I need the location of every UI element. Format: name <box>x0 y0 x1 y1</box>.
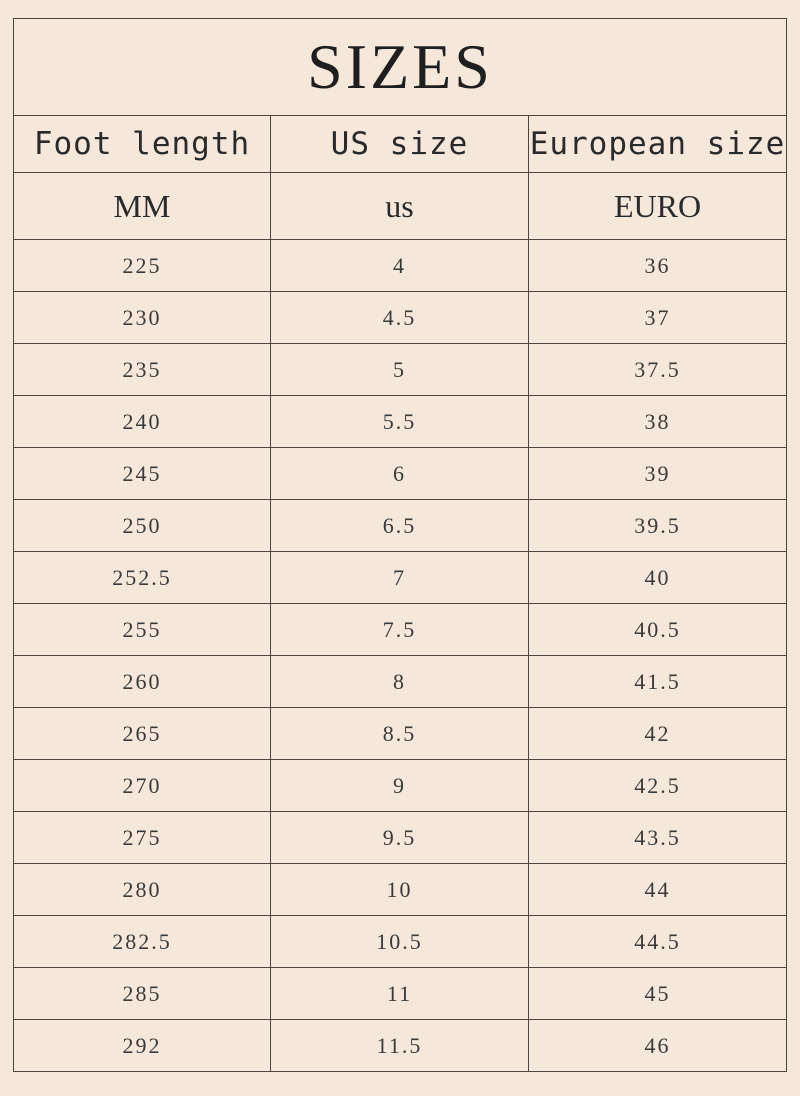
us-size-cell: 8 <box>271 656 529 708</box>
euro-size-cell: 44.5 <box>529 916 787 968</box>
header-european-size: European size <box>529 116 787 173</box>
foot-length-cell: 240 <box>14 396 271 448</box>
foot-length-cell: 252.5 <box>14 552 271 604</box>
us-size-cell: 10 <box>271 864 529 916</box>
table-row <box>14 552 787 604</box>
us-size-cell: 6.5 <box>271 500 529 552</box>
unit-us: us <box>271 173 529 240</box>
us-size-cell: 7 <box>271 552 529 604</box>
size-table <box>13 18 787 1072</box>
euro-size-cell: 39.5 <box>529 500 787 552</box>
foot-length-cell: 270 <box>14 760 271 812</box>
table-row <box>14 916 787 968</box>
table-row <box>14 292 787 344</box>
table-row <box>14 708 787 760</box>
us-size-cell: 6 <box>271 448 529 500</box>
euro-size-cell: 37.5 <box>529 344 787 396</box>
euro-size-cell: 45 <box>529 968 787 1020</box>
foot-length-cell: 282.5 <box>14 916 271 968</box>
unit-mm: MM <box>14 173 271 240</box>
table-row <box>14 864 787 916</box>
foot-length-cell: 235 <box>14 344 271 396</box>
us-size-cell: 11 <box>271 968 529 1020</box>
unit-euro: EURO <box>529 173 787 240</box>
header-row <box>14 116 787 173</box>
euro-size-cell: 46 <box>529 1020 787 1072</box>
foot-length-cell: 265 <box>14 708 271 760</box>
table-row <box>14 448 787 500</box>
us-size-cell: 5.5 <box>271 396 529 448</box>
euro-size-cell: 37 <box>529 292 787 344</box>
table-row <box>14 1020 787 1072</box>
foot-length-cell: 230 <box>14 292 271 344</box>
euro-size-cell: 40.5 <box>529 604 787 656</box>
us-size-cell: 7.5 <box>271 604 529 656</box>
euro-size-cell: 40 <box>529 552 787 604</box>
table-row <box>14 760 787 812</box>
us-size-cell: 10.5 <box>271 916 529 968</box>
title-row <box>14 19 787 116</box>
table-row <box>14 968 787 1020</box>
foot-length-cell: 285 <box>14 968 271 1020</box>
foot-length-cell: 225 <box>14 240 271 292</box>
table-row <box>14 344 787 396</box>
foot-length-cell: 292 <box>14 1020 271 1072</box>
euro-size-cell: 38 <box>529 396 787 448</box>
foot-length-cell: 275 <box>14 812 271 864</box>
table-row <box>14 240 787 292</box>
us-size-cell: 9.5 <box>271 812 529 864</box>
header-us-size: US size <box>271 116 529 173</box>
foot-length-cell: 250 <box>14 500 271 552</box>
euro-size-cell: 41.5 <box>529 656 787 708</box>
euro-size-cell: 36 <box>529 240 787 292</box>
table-row <box>14 656 787 708</box>
table-row <box>14 604 787 656</box>
us-size-cell: 4.5 <box>271 292 529 344</box>
us-size-cell: 9 <box>271 760 529 812</box>
table-title: SIZES <box>14 19 787 116</box>
unit-row <box>14 173 787 240</box>
table-row <box>14 500 787 552</box>
table-row <box>14 812 787 864</box>
us-size-cell: 11.5 <box>271 1020 529 1072</box>
foot-length-cell: 255 <box>14 604 271 656</box>
us-size-cell: 5 <box>271 344 529 396</box>
euro-size-cell: 42 <box>529 708 787 760</box>
us-size-cell: 8.5 <box>271 708 529 760</box>
euro-size-cell: 43.5 <box>529 812 787 864</box>
table-row <box>14 396 787 448</box>
euro-size-cell: 42.5 <box>529 760 787 812</box>
foot-length-cell: 280 <box>14 864 271 916</box>
foot-length-cell: 245 <box>14 448 271 500</box>
header-foot-length: Foot length <box>14 116 271 173</box>
euro-size-cell: 39 <box>529 448 787 500</box>
foot-length-cell: 260 <box>14 656 271 708</box>
us-size-cell: 4 <box>271 240 529 292</box>
euro-size-cell: 44 <box>529 864 787 916</box>
